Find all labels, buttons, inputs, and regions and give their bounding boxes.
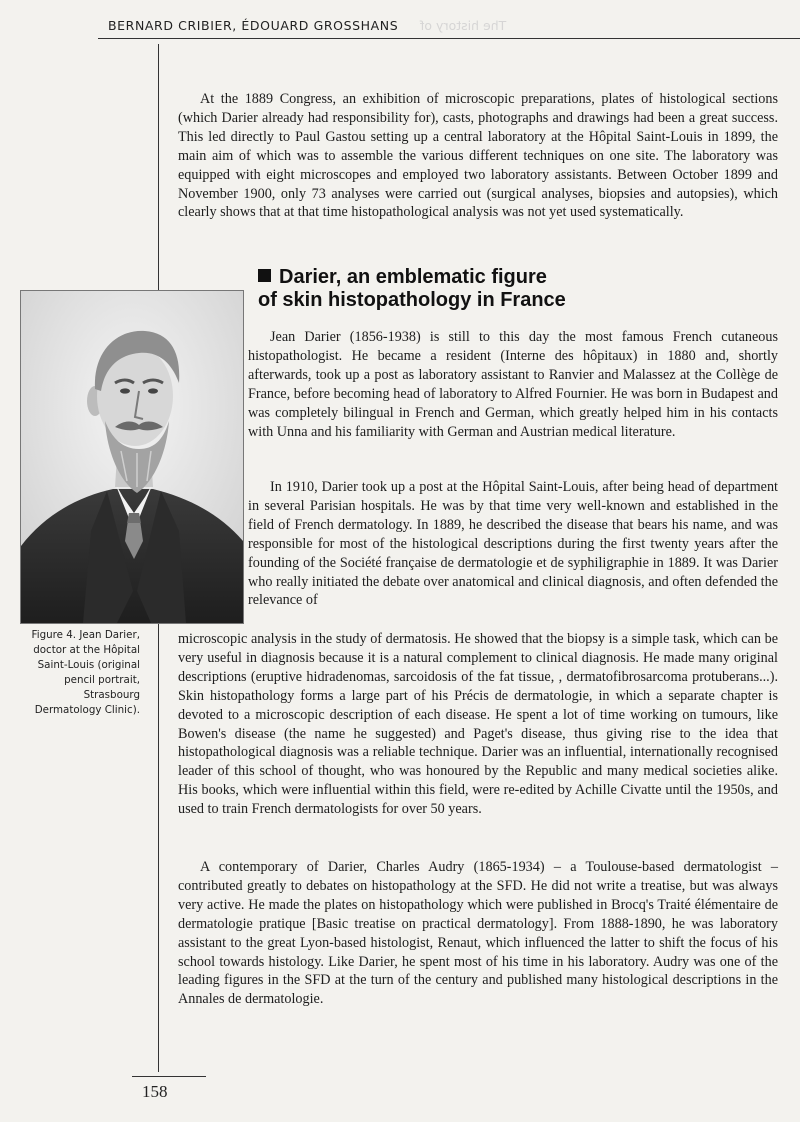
- body-paragraph-1: At the 1889 Congress, an exhibition of microscopic preparations, plates of histological sections (which Darier already had responsibility for), casts, photographs and drawings had been a great success. This led directly to Paul Gastou setting up a central laboratory at the Hôpital Saint-Louis in 1899, the main aim of which was to assemble the various different techniques on one site. The laboratory was equipped with eight microscopes and employed two laboratory assistants. Between October 1899 and November 1900, only 73 analyses were carried out (surgical analyses, biopsies and autopsies), which clearly shows that at that time histopathological analysis was not yet used systematically.: [178, 91, 778, 221]
- caption-line: Dermatology Clinic).: [34, 704, 140, 716]
- body-paragraph-4: microscopic analysis in the study of dermatosis. He showed that the biopsy is a simple task, which can be very useful in diagnosis because it is a natural complement to clinical diagnosis. He made many original descriptions (eruptive hidradenomas, sarcoidosis of the fat tissue, , dermatofibrosarcoma protuberans...). Skin histopathology forms a large part of his Précis de dermatologie, in which a separate chapter is devoted to a microscopic description of each disease. He spent a lot of time working on tumours, like Bowen's disease (the name he suggested) and Paget's disease, thus giving rise to the idea that histopathological diagnosis was a reliable technique. Darier was an influential, internationally recognised leader of this school of thought, who was honoured by the Republic and many medical societies alike. His books, which were influential within this field, were re-edited by Achille Civatte until the 1950s, and used to train French dermatologists for over 50 years.: [178, 631, 778, 818]
- portrait-figure: [20, 290, 244, 624]
- section-heading: [258, 266, 778, 312]
- caption-line: doctor at the Hôpital: [33, 644, 140, 656]
- show-through-text: The history of: [420, 18, 507, 33]
- section-heading-line-2: of skin histopathology in France: [258, 289, 566, 311]
- caption-line: Saint-Louis (original: [37, 659, 140, 671]
- page-number: 158: [142, 1082, 168, 1101]
- body-paragraph-5: A contemporary of Darier, Charles Audry (1865-1934) – a Toulouse-based dermatologist – contributed greatly to debates on histopathology at the SFD. He did not write a treatise, but was always very active. He made the plates on histopathology which were published in Brocq's Traité élémentaire de dermatologie pratique [Basic treatise on practical dermatology]. From 1888-1890, he was laboratory assistant to the great Lyon-based histologist, Renaut, which influenced the latter to shift the focus of his school towards histology. Like Darier, he spent most of his time in his laboratory. Audry was one of the leading figures in the SFD at the turn of the century and published many histological descriptions in the Annales de dermatologie.: [178, 859, 778, 1008]
- pencil-portrait-illustration: [21, 291, 243, 623]
- running-head-authors: BERNARD CRIBIER, ÉDOUARD GROSSHANS: [108, 18, 399, 33]
- header-rule: [98, 38, 800, 39]
- caption-line: Strasbourg: [83, 689, 140, 701]
- caption-line: pencil portrait,: [64, 674, 140, 686]
- figure-caption: [20, 628, 140, 718]
- body-paragraph-2: Jean Darier (1856-1938) is still to this day the most famous French cutaneous histopathologist. He became a resident (Interne des hôpitaux) in 1880 and, shortly afterwards, took up a post as laboratory assistant to Ranvier and Malassez at the Collège de France, before becoming head of laboratory to Alfred Fournier. He was born in Budapest and was completely bilingual in French and German, which greatly helped him in his contacts with Unna and his familiarity with German and Austrian medical literature.: [248, 329, 778, 440]
- caption-line: Figure 4. Jean Darier,: [31, 629, 140, 641]
- section-heading-line-1: Darier, an emblematic figure: [279, 266, 547, 288]
- footer-rule: [132, 1076, 206, 1077]
- heading-bullet-square: [258, 269, 271, 282]
- body-paragraph-3: In 1910, Darier took up a post at the Hôpital Saint-Louis, after being head of department in several Parisian hospitals. He was by that time very well-known and established in the field of French dermatology. In 1889, he described the disease that bears his name, and was responsible for most of the histological descriptions during the first twenty years after the founding of the Société française de dermatologie et de syphiligraphie in 1889. It was Darier who really initiated the debate over anatomical and clinical diagnosis, and often defended the relevance of: [248, 479, 778, 609]
